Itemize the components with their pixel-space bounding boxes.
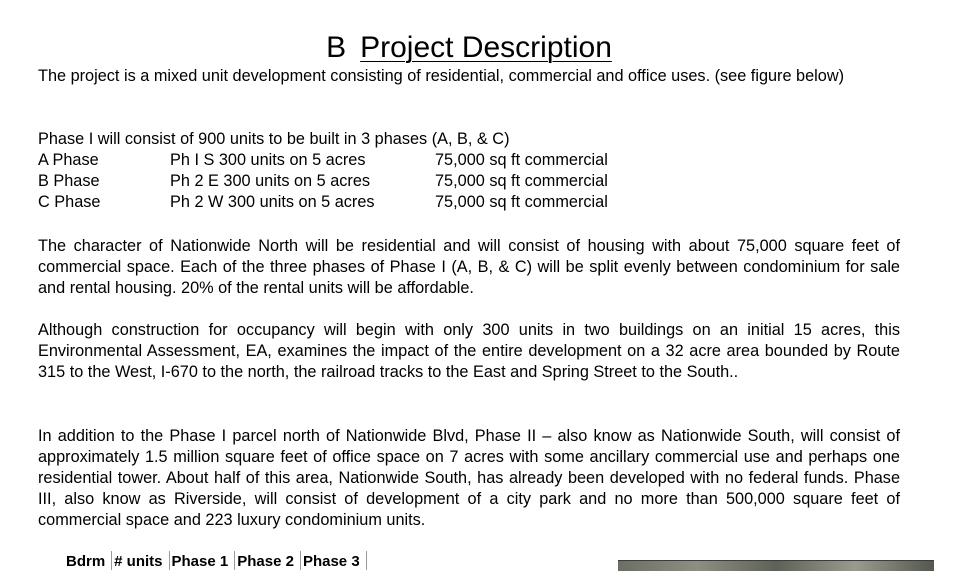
phase-intro-paragraph: Phase I will consist of 900 units to be built in 3 phases (A, B, & C) (38, 130, 510, 148)
phase-commercial: 75,000 sq ft commercial (435, 151, 608, 169)
phase-name: C Phase (38, 193, 101, 211)
character-paragraph: The character of Nationwide North will be residential and will consist of housing with about 75,000 square feet of commercial space. Each of the three phases of Phase I (A, B, & C) will be split evenly between condominium for sale and rental housing. 20% of the rental units will be affordable. (38, 237, 900, 297)
phase2-paragraph: In addition to the Phase I parcel north of Nationwide Blvd, Phase II – also know as Nationwide South, will consist of approximately 1.5 million square feet of office space on 7 acres with some ancillary commercial use and perhaps one residential tower. About half of this area, Nationwide South, has already been developed with no federal funds. Phase III, also know as Riverside, will consist of development of a city park and no more than 500,000 square feet of commercial space and 223 luxury condominium units. (38, 427, 900, 529)
table-header-cell: Phase 3 (301, 551, 367, 570)
section-title: Project Description (360, 31, 612, 64)
phase-commercial: 75,000 sq ft commercial (435, 193, 608, 211)
site-figure-image (618, 560, 934, 571)
intro-paragraph: The project is a mixed unit development consisting of residential, commercial and office uses. (see figure below) (38, 67, 845, 85)
table-header-cell: Bdrm (64, 551, 112, 570)
table-header-cell: Phase 2 (235, 551, 301, 570)
section-heading (38, 30, 900, 66)
phase-row (38, 150, 900, 171)
phase-commercial: 75,000 sq ft commercial (435, 172, 608, 190)
phase-parcel: Ph I S 300 units on 5 acres (170, 151, 366, 169)
phase-row (38, 171, 900, 192)
phase-parcel: Ph 2 W 300 units on 5 acres (170, 193, 375, 211)
table-header-cell: Phase 1 (170, 551, 236, 570)
phase-name: A Phase (38, 151, 99, 169)
table-header-cell: # units (112, 551, 169, 570)
construction-paragraph: Although construction for occupancy will begin with only 300 units in two buildings on an initial 15 acres, this Environmental Assessment, EA, examines the impact of the entire development on a 32 acre area bounded by Route 315 to the West, I-670 to the north, the railroad tracks to the East and Spring Street to the South.. (38, 321, 900, 381)
phase-parcel: Ph 2 E 300 units on 5 acres (170, 172, 371, 190)
phase-row (38, 192, 900, 213)
unit-table-header (64, 551, 367, 570)
phase-name: B Phase (38, 172, 100, 190)
section-letter: B (326, 31, 347, 64)
